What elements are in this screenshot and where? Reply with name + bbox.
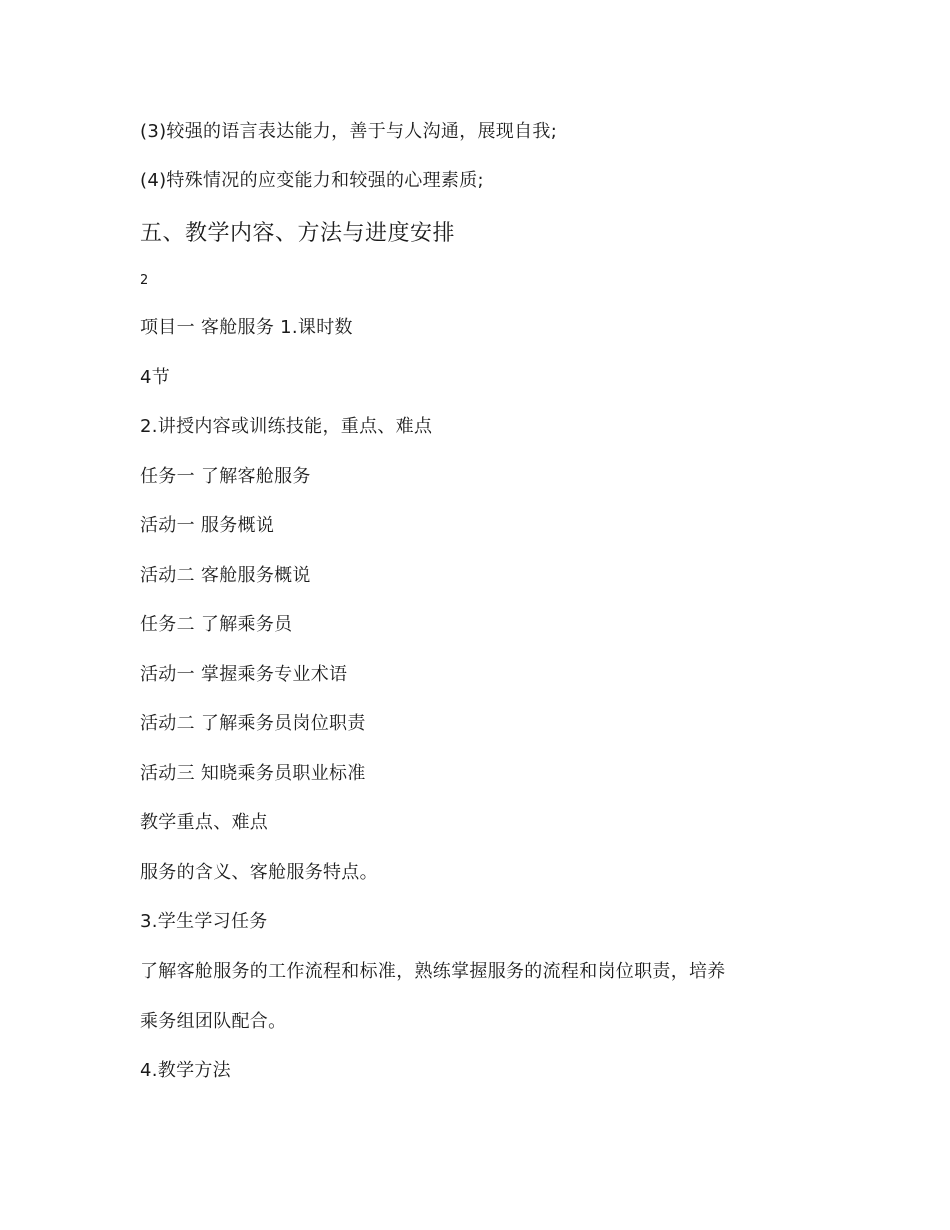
task-2: 任务二 了解乘务员 (140, 614, 293, 635)
section-heading: 五、教学内容、方法与进度安排 (140, 221, 456, 246)
task-1-activity-2: 活动二 客舱服务概说 (140, 565, 311, 586)
learning-tasks-heading: 3.学生学习任务 (140, 911, 268, 932)
learning-tasks-text-2: 乘务组团队配合。 (140, 1011, 287, 1032)
task-2-activity-1: 活动一 掌握乘务专业术语 (140, 664, 348, 685)
task-2-activity-3: 活动三 知晓乘务员职业标准 (140, 763, 366, 784)
page-number: 2 (140, 273, 149, 288)
project-title: 项目一 客舱服务 1.课时数 (140, 317, 353, 338)
key-points-text: 服务的含义、客舱服务特点。 (140, 862, 378, 883)
content-heading: 2.讲授内容或训练技能，重点、难点 (140, 416, 433, 437)
task-2-activity-2: 活动二 了解乘务员岗位职责 (140, 713, 366, 734)
learning-tasks-text-1: 了解客舱服务的工作流程和标准，熟练掌握服务的流程和岗位职责，培养 (140, 961, 726, 982)
ability-item-3: (3)较强的语言表达能力，善于与人沟通，展现自我; (140, 121, 558, 142)
teaching-methods-heading: 4.教学方法 (140, 1060, 231, 1081)
task-1: 任务一 了解客舱服务 (140, 466, 311, 487)
ability-item-4: (4)特殊情况的应变能力和较强的心理素质; (140, 170, 484, 191)
class-hours: 4节 (140, 367, 171, 388)
key-points-heading: 教学重点、难点 (140, 812, 269, 833)
task-1-activity-1: 活动一 服务概说 (140, 515, 275, 536)
